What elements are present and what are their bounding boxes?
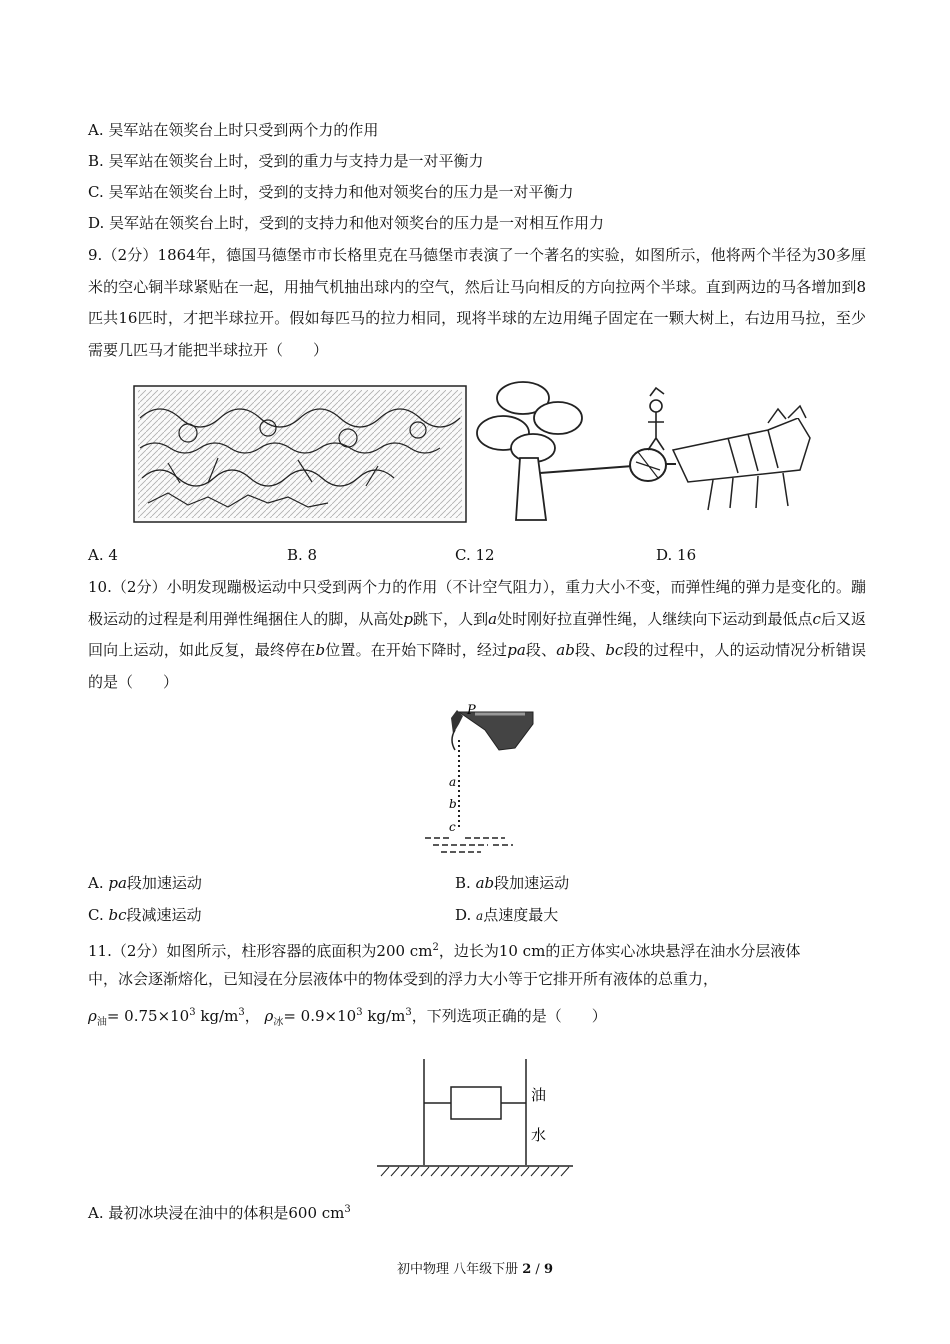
q8-option-a: A. 吴军站在领奖台上时只受到两个力的作用 [88, 121, 379, 139]
label-a: a [449, 775, 457, 789]
q8-option-c: C. 吴军站在领奖台上时，受到的支持力和他对领奖台的压力是一对平衡力 [88, 183, 574, 201]
q9-option-b: B. 8 [287, 546, 318, 564]
label-b: b [449, 797, 457, 811]
q10-option-c: C. bc段减速运动 [88, 906, 202, 924]
q10-option-b: B. ab段加速运动 [455, 874, 570, 892]
q9-option-c: C. 12 [455, 546, 495, 564]
q10-question: 10.（2分）小明发现蹦极运动中只受到两个力的作用（不计空气阻力），重力大小不变，而弹性绳的弹力是变化的。蹦极运动的过程是利用弹性绳捆住人的脚，从高处p跳下，人到a处时刚好拉直弹性绳，人继续向下运动到最低点c后又返回向上运动，如此反复，最终停在b位置。在开始下降时，经过pa段、ab段、bc段的过程中，人的运动情况分析错误的是（ ） [88, 578, 866, 691]
q8-option-b: B. 吴军站在领奖台上时，受到的重力与支持力是一对平衡力 [88, 152, 484, 170]
label-c: c [449, 820, 456, 834]
page-footer: 初中物理 八年级下册 2 / 9 [396, 1262, 553, 1277]
q8-option-d: D. 吴军站在领奖台上时，受到的支持力和他对领奖台的压力是一对相互作用力 [88, 214, 605, 232]
magdeburg-figure [128, 378, 818, 530]
label-p: P [467, 703, 476, 718]
label-oil: 油 [531, 1086, 547, 1104]
q9-option-d: D. 16 [656, 546, 697, 564]
q9-question: 9.（2分）1864年，德国马德堡市市长格里克在马德堡市表演了一个著名的实验，如图所示，他将两个半径为30多厘米的空心铜半球紧贴在一起，用抽气机抽出球内的空气，然后让马向相反的方向拉两个半球。直到两边的马各增加到8匹共16匹时，才把半球拉开。假如每匹马的拉力相同，现将半球的左边用绳子固定在一颗大树上，右边用马拉，至少需要几匹马才能把半球拉开（ ） [88, 246, 866, 359]
q11-option-a: A. 最初冰块浸在油中的体积是600 $cm^3$ [88, 1204, 351, 1222]
bungee-figure [415, 700, 540, 858]
q9-option-a: A. 4 [88, 546, 118, 564]
q10-option-a: A. pa段加速运动 [88, 874, 202, 892]
q11-question-line2: 中，冰会逐渐熔化，已知浸在分层液体中的物体受到的浮力大小等于它排开所有液体的总重力， [88, 970, 719, 988]
label-water: 水 [531, 1126, 547, 1144]
container-figure [375, 1055, 575, 1180]
q11-question-line1: 11.（2分）如图所示，柱形容器的底面积为200 $cm^2$，边长为10 cm的正方体实心冰块悬浮在油水分层液体 [88, 942, 801, 960]
q11-density-formula: $\rho_油= 0.75\times 10^3$ $kg/m^3$， $\rho_冰= 0.9\times 10^3$ $kg/m^3$，下列选项正确的是（ ） [88, 1007, 607, 1028]
q10-option-d: D. a点速度最大 [455, 906, 559, 924]
